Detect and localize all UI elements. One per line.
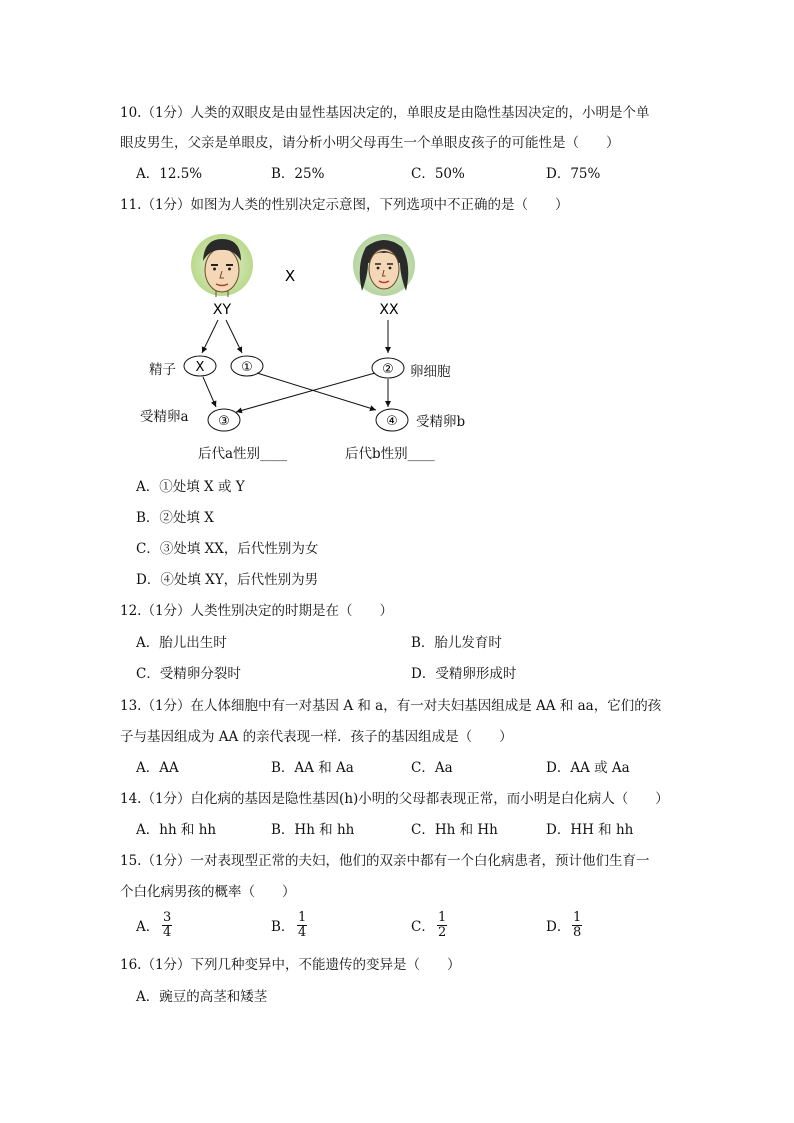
q14-option-b: B．Hh 和 hh (271, 822, 355, 838)
q15-option-c-numerator: 1 (438, 910, 447, 925)
q10-stem-line1: 10.（1分）人类的双眼皮是由显性基因决定的，单眼皮是由隐性基因决定的，小明是个单 (120, 105, 650, 121)
q15-option-b-fraction (297, 911, 307, 940)
q11-option-d: D．④处填 XY，后代性别为男 (136, 572, 319, 588)
q10-option-c: C．50% (411, 166, 465, 182)
q15-option-c-fraction (437, 911, 447, 940)
father-face-icon (191, 234, 253, 297)
q12-option-d: D．受精卵形成时 (411, 666, 517, 682)
q16-stem: 16.（1分）下列几种变异中，不能遗传的变异是（ ） (120, 957, 461, 973)
father-genotype: XY (212, 302, 232, 318)
zygote-b-label: 受精卵b (416, 414, 466, 430)
q11-option-b: B．②处填 X (136, 510, 214, 526)
q15-option-b-letter: B． (271, 919, 295, 935)
q16-option-a: A．豌豆的高茎和矮茎 (136, 989, 268, 1005)
q14-option-d: D．HH 和 hh (546, 822, 634, 838)
q10-stem-line2: 眼皮男生，父亲是单眼皮，请分析小明父母再生一个单眼皮孩子的可能性是（ ） (120, 135, 620, 151)
sperm-x-text: X (195, 360, 205, 375)
q12-option-a: A．胎儿出生时 (136, 635, 227, 651)
q13-option-c: C．Aa (411, 760, 453, 776)
q10-option-a: A．12.5% (136, 166, 203, 182)
sperm-label: 精子 (149, 362, 176, 378)
q15-option-a-numerator: 3 (163, 910, 172, 925)
egg-label: 卵细胞 (410, 364, 451, 380)
q15-option-d-letter: D． (546, 919, 571, 935)
q11-stem: 11.（1分）如图为人类的性别决定示意图，下列选项中不正确的是（ ） (120, 197, 569, 213)
q15-option-b-numerator: 1 (298, 910, 307, 925)
zygote-3-text: ③ (218, 414, 230, 429)
q15-option-d-denominator: 8 (573, 925, 582, 940)
q14-option-a: A．hh 和 hh (136, 822, 217, 838)
q11-option-c: C．③处填 XX，后代性别为女 (136, 541, 319, 557)
diagram-arrows (130, 225, 490, 470)
mother-face-icon (353, 234, 415, 296)
q13-option-d: D．AA 或 Aa (546, 760, 630, 776)
q12-stem: 12.（1分）人类性别决定的时期是在（ ） (120, 603, 394, 619)
q15-option-b-denominator: 4 (298, 925, 307, 940)
q12-option-c: C．受精卵分裂时 (136, 666, 241, 682)
q15-stem-line2: 个白化病男孩的概率（ ） (120, 884, 296, 900)
egg-2-text: ② (382, 362, 394, 377)
q13-option-b: B．AA 和 Aa (271, 760, 354, 776)
q13-stem-line1: 13.（1分）在人体细胞中有一对基因 A 和 a，有一对夫妇基因组成是 AA 和 aa，它们的孩 (120, 698, 662, 714)
q15-option-a-fraction (162, 911, 172, 940)
q12-option-b: B．胎儿发育时 (411, 635, 502, 651)
q15-option-a-denominator: 4 (163, 925, 172, 940)
q15-option-a-letter: A． (136, 919, 160, 935)
q15-option-c-letter: C． (411, 919, 435, 935)
mother-genotype: XX (379, 302, 399, 318)
q11-option-a: A．①处填 X 或 Y (136, 479, 245, 495)
q15-option-d-numerator: 1 (573, 910, 582, 925)
sex-determination-diagram (130, 225, 490, 470)
q10-option-b: B．25% (271, 166, 325, 182)
q14-stem: 14.（1分）白化病的基因是隐性基因(h)小明的父母都表现正常，而小明是白化病人（ ） (120, 791, 669, 807)
cross-symbol: X (284, 267, 296, 285)
q15-stem-line1: 15.（1分）一对表现型正常的夫妇，他们的双亲中都有一个白化病患者，预计他们生育一 (120, 853, 650, 869)
q15-option-c-denominator: 2 (438, 925, 447, 940)
sperm-1-text: ① (241, 360, 253, 375)
q13-stem-line2: 子与基因组成为 AA 的亲代表现一样．孩子的基因组成是（ ） (120, 729, 513, 745)
offspring-b-label: 后代b性别____ (345, 446, 435, 462)
zygote-4-text: ④ (386, 414, 398, 429)
q15-option-d-fraction (572, 911, 582, 940)
zygote-a-label: 受精卵a (140, 409, 189, 425)
q14-option-c: C．Hh 和 Hh (411, 822, 498, 838)
offspring-a-label: 后代a性别____ (198, 446, 288, 462)
q10-option-d: D．75% (546, 166, 601, 182)
q13-option-a: A．AA (136, 760, 179, 776)
